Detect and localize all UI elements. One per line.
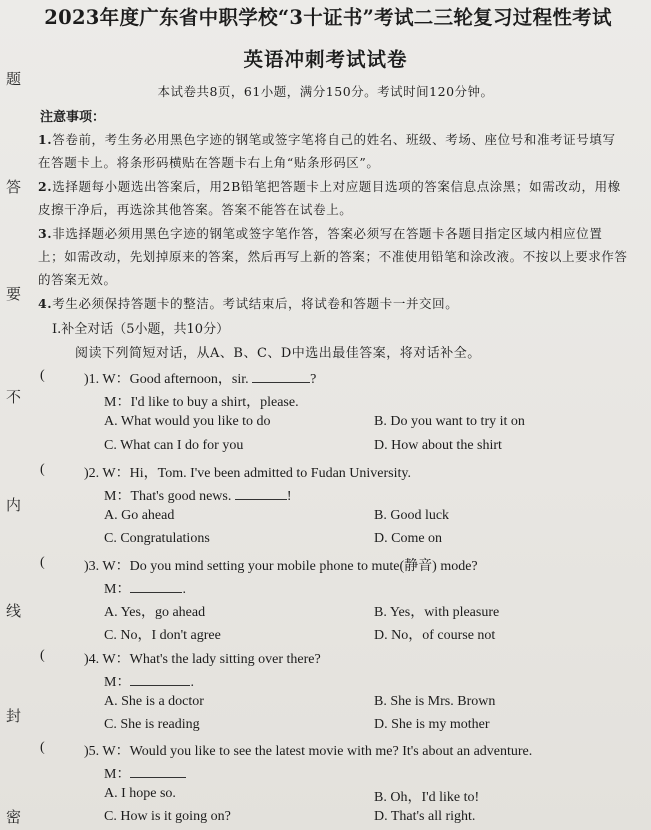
option-b[interactable]: B. Yes，with pleasure [374,605,500,620]
answer-blank[interactable] [130,673,190,686]
answer-paren[interactable]: ( [40,462,45,477]
exam-subtitle: 英语冲刺考试试卷 [243,48,408,71]
question-prompt [84,740,532,760]
question-number: )2. [84,466,100,481]
notices-heading: 注意事项： [40,110,106,125]
answer-paren[interactable]: ( [40,648,45,663]
option-b[interactable]: B. Oh，I'd like to! [374,790,480,805]
notice-number: 4. [38,296,53,311]
question-number: )3. [84,559,100,574]
option-a[interactable]: A. Yes，go ahead [104,605,206,620]
option-b[interactable]: B. Good luck [374,508,450,523]
option-d[interactable]: D. Come on [374,531,443,546]
option-d[interactable]: D. How about the shirt [374,438,502,453]
question-prompt [84,462,411,482]
question-prompt [84,368,316,388]
side-label: 密 [6,808,22,826]
notice-number: 2. [38,179,53,194]
reply-text: M： [104,582,131,597]
prompt-text: W：What's the lady sitting over there? [102,652,321,667]
reply-line [104,485,292,505]
reply-text: M：I'd like to buy a shirt，please. [104,395,299,410]
reply-text: M： [104,675,131,690]
reply-tail: ! [286,489,292,504]
option-b[interactable]: B. She is Mrs. Brown [374,694,496,709]
side-label: 不 [6,388,22,406]
option-c[interactable]: C. Congratulations [104,531,210,546]
option-c[interactable]: C. No，I don't agree [104,628,221,643]
exam-info: 本试卷共8页，61小题，满分150分。考试时间120分钟。 [157,84,494,99]
exam-title: 2023年度广东省中职学校“3十证书”考试二三轮复习过程性考试 [44,6,612,29]
prompt-text: W：Hi，Tom. I've been admitted to Fudan University. [102,466,411,481]
option-a[interactable]: A. Go ahead [104,508,175,523]
side-label: 答 [6,178,22,196]
answer-paren[interactable]: ( [40,555,45,570]
option-d[interactable]: D. That's all right. [374,809,476,824]
notice-number: 3. [38,226,53,241]
prompt-text: W：Do you mind setting your mobile phone to mute(静音) mode? [102,559,478,574]
reply-line [104,763,186,783]
option-c[interactable]: C. How is it going on? [104,809,231,824]
side-label: 题 [6,70,22,88]
notice-number: 1. [38,132,53,147]
option-a[interactable]: A. What would you like to do [104,414,271,429]
answer-blank[interactable] [235,487,287,500]
notice-text: 非选择题必须用黑色字迹的钢笔或签字笔作答，答案必须写在答题卡各题目指定区域内相应位置上；如需改动，先划掉原来的答案，然后再写上新的答案；不准使用铅笔和涂改液。不按以上要求作答的答案无效。 [38,226,628,287]
answer-paren[interactable]: ( [40,740,45,755]
reply-text: M： [104,767,131,782]
reply-text: M：That's good news. [104,489,232,504]
reply-line [104,671,194,691]
option-d[interactable]: D. She is my mother [374,717,490,732]
prompt-text: W：Good afternoon，sir. [102,372,249,387]
option-d[interactable]: D. No，of course not [374,628,496,643]
reply-tail: . [190,675,194,690]
answer-blank[interactable] [252,370,310,383]
side-label: 要 [6,285,22,303]
reply-tail: . [182,582,186,597]
section-intro: 阅读下列简短对话，从A、B、C、D中选出最佳答案，将对话补全。 [75,346,481,361]
answer-blank[interactable] [130,580,182,593]
prompt-text: W：Would you like to see the latest movie with me? It's about an adventure. [102,744,533,759]
option-b[interactable]: B. Do you want to try it on [374,414,525,429]
question-number: )1. [84,372,100,387]
prompt-tail: ? [310,372,317,387]
answer-blank[interactable] [130,765,186,778]
notice-item [38,222,628,291]
notice-text: 选择题每小题选出答案后，用2B铅笔把答题卡上对应题目选项的答案信息点涂黑；如需改动，用橡皮擦干净后，再选涂其他答案。答案不能答在试卷上。 [38,179,621,217]
option-c[interactable]: C. What can I do for you [104,438,244,453]
notice-item [38,175,628,221]
answer-paren[interactable]: ( [40,368,45,383]
notice-text: 考生必须保持答题卡的整洁。考试结束后，将试卷和答题卡一并交回。 [52,296,459,311]
reply-line [104,578,186,598]
side-label: 线 [6,602,22,620]
side-label: 内 [6,496,22,514]
notice-item [38,292,628,315]
question-number: )4. [84,652,100,667]
question-prompt [84,648,321,668]
option-a[interactable]: A. She is a doctor [104,694,204,709]
notice-text: 答卷前，考生务必用黑色字迹的钢笔或签字笔将自己的姓名、班级、考场、座位号和准考证号填写在答题卡上。将条形码横贴在答题卡右上角“贴条形码区”。 [38,132,616,170]
section-title: Ⅰ.补全对话（5小题，共10分） [52,322,230,337]
side-label: 封 [6,707,22,725]
question-number: )5. [84,744,100,759]
notice-item [38,128,628,174]
option-a[interactable]: A. I hope so. [104,786,176,801]
option-c[interactable]: C. She is reading [104,717,200,732]
question-prompt [84,555,478,575]
